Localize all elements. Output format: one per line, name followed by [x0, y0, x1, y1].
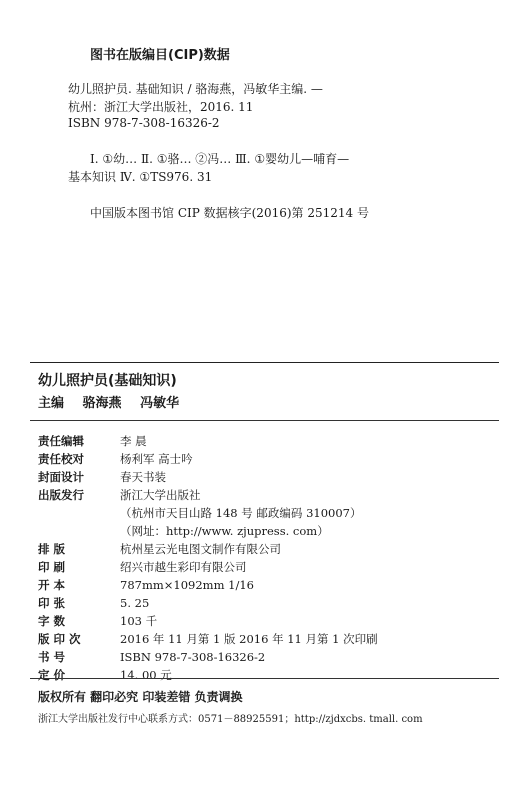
cip-line: 中国版本图书馆 CIP 数据核字(2016)第 251214 号 — [90, 206, 369, 220]
divider-bottom — [30, 678, 499, 679]
credit-row — [38, 504, 378, 522]
cip-line: 杭州：浙江大学出版社，2016. 11 — [68, 100, 254, 114]
credit-value: 绍兴市越生彩印有限公司 — [120, 560, 247, 574]
credit-row — [38, 594, 378, 612]
credit-value: 787mm×1092mm 1/16 — [120, 578, 254, 592]
credit-value: ISBN 978-7-308-16326-2 — [120, 650, 266, 664]
credit-label: 印 刷 — [38, 560, 66, 574]
credit-row — [38, 450, 378, 468]
cip-line: 基本知识 Ⅳ. ①TS976. 31 — [68, 170, 213, 184]
credit-label: 责任校对 — [38, 452, 84, 466]
credit-value: 杨利军 高士吟 — [120, 452, 193, 466]
credit-value: 14. 00 元 — [120, 668, 172, 682]
credit-value: 春天书装 — [120, 470, 166, 484]
credit-row — [38, 522, 378, 540]
credit-row — [38, 630, 378, 648]
credit-row — [38, 540, 378, 558]
credit-label: 封面设计 — [38, 470, 84, 484]
credit-label: 书 号 — [38, 650, 66, 664]
divider-mid — [30, 420, 499, 421]
credit-row — [38, 576, 378, 594]
publisher-address: （杭州市天目山路 148 号 邮政编码 310007） — [120, 506, 362, 520]
credit-value: 103 千 — [120, 614, 158, 628]
credit-row — [38, 666, 378, 684]
credit-row — [38, 432, 378, 450]
distribution-contact: 浙江大学出版社发行中心联系方式：0571－88925591；http://zjdxcbs. tmall. com — [38, 714, 423, 725]
credit-value: 李 晨 — [120, 434, 147, 448]
credit-row — [38, 558, 378, 576]
cip-line: ISBN 978-7-308-16326-2 — [68, 116, 220, 130]
credit-value: 2016 年 11 月第 1 版 2016 年 11 月第 1 次印刷 — [120, 632, 378, 646]
credit-label: 责任编辑 — [38, 434, 84, 448]
credit-label: 开 本 — [38, 578, 66, 592]
chief-editor-label: 主编 — [38, 396, 65, 411]
credit-value: 5. 25 — [120, 596, 150, 610]
credit-row — [38, 468, 378, 486]
cip-line: 幼儿照护员. 基础知识 / 骆海燕，冯敏华主编. — — [68, 82, 323, 96]
credit-row — [38, 612, 378, 630]
credit-label: 排 版 — [38, 542, 66, 556]
credit-label: 版 印 次 — [38, 632, 81, 646]
publisher-website: （网址：http://www. zjupress. com） — [120, 524, 329, 538]
credit-label: 字 数 — [38, 614, 66, 628]
cip-line: Ⅰ. ①幼… Ⅱ. ①骆… ②冯… Ⅲ. ①婴幼儿—哺育— — [90, 152, 350, 166]
editor-name: 冯敏华 — [140, 396, 180, 411]
book-title: 幼儿照护员(基础知识) — [38, 373, 177, 389]
credit-value: 杭州星云光电图文制作有限公司 — [120, 542, 281, 556]
credit-value: 浙江大学出版社 — [120, 488, 201, 502]
credit-label: 出版发行 — [38, 488, 84, 502]
cip-heading: 图书在版编目(CIP)数据 — [90, 48, 230, 63]
credit-row — [38, 486, 378, 504]
rights-notice: 版权所有 翻印必究 印装差错 负责调换 — [38, 690, 243, 704]
editor-name: 骆海燕 — [82, 396, 122, 411]
credit-label: 定 价 — [38, 668, 66, 682]
credit-label: 印 张 — [38, 596, 66, 610]
credits-list — [38, 432, 378, 684]
editors — [38, 392, 193, 411]
divider-top — [30, 362, 499, 363]
credit-row — [38, 648, 378, 666]
